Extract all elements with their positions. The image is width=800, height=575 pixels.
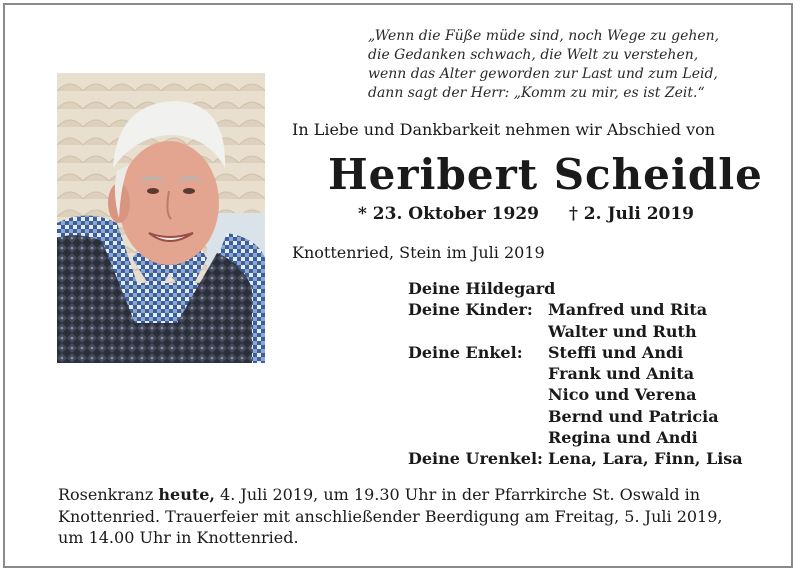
intro-text: In Liebe und Dankbarkeit nehmen wir Abschied von <box>292 120 716 139</box>
mourner-label: Deine Kinder: <box>408 300 533 320</box>
mourner-label <box>408 406 548 427</box>
mourner-names: Walter und Ruth <box>548 321 697 341</box>
mourners-list <box>408 278 743 470</box>
mourner-row <box>408 278 743 299</box>
mourner-row <box>408 427 743 448</box>
mourner-names: Manfred und Rita <box>548 300 708 320</box>
portrait-photo <box>57 73 265 363</box>
service-text: Rosenkranz <box>58 485 159 504</box>
quote-block <box>368 27 788 103</box>
service-details <box>58 484 748 549</box>
quote-line: dann sagt der Herr: „Komm zu mir, es ist Zeit.“ <box>368 85 705 101</box>
death-date: † 2. Juli 2019 <box>568 204 695 224</box>
service-today: heute, <box>158 485 215 504</box>
mourner-label: Deine Enkel: <box>408 342 523 362</box>
mourner-row <box>408 321 743 342</box>
mourner-names: Frank und Anita <box>548 364 695 384</box>
service-line: Knottenried. Trauerfeier mit anschließender Beerdigung am Freitag, 5. Juli 2019, <box>58 506 723 526</box>
quote-line: „Wenn die Füße müde sind, noch Wege zu gehen, <box>368 28 720 44</box>
quote-line: wenn das Alter geworden zur Last und zum Leid, <box>368 66 718 82</box>
mourner-row <box>408 384 743 405</box>
mourner-names: Lena, Lara, Finn, Lisa <box>548 449 743 469</box>
mourner-names: Steffi und Andi <box>548 342 684 362</box>
service-text: 4. Juli 2019, um 19.30 Uhr in der Pfarrkirche St. Oswald in <box>214 485 701 504</box>
deceased-name: Heribert Scheidle <box>328 150 763 199</box>
mourner-names: Regina und Andi <box>548 428 698 448</box>
mourner-row <box>408 406 743 427</box>
mourner-names: Nico und Verena <box>548 385 697 405</box>
mourner-names: Bernd und Patricia <box>548 406 719 426</box>
mourner-label <box>408 384 548 405</box>
mourner-row <box>408 342 743 363</box>
service-line <box>58 484 748 506</box>
mourner-label: Deine Hildegard <box>408 279 556 298</box>
mourner-row <box>408 448 743 469</box>
mourner-label <box>408 427 548 448</box>
birth-date: * 23. Oktober 1929 <box>358 204 539 224</box>
quote-line: die Gedanken schwach, die Welt zu verstehen, <box>368 47 699 63</box>
mourner-label <box>408 321 548 342</box>
mourner-row <box>408 363 743 384</box>
service-line: um 14.00 Uhr in Knottenried. <box>58 528 299 547</box>
mourner-row <box>408 299 743 320</box>
life-dates <box>358 204 694 224</box>
place-and-date: Knottenried, Stein im Juli 2019 <box>292 243 545 262</box>
mourner-label <box>408 363 548 384</box>
mourner-label: Deine Urenkel: <box>408 449 543 469</box>
